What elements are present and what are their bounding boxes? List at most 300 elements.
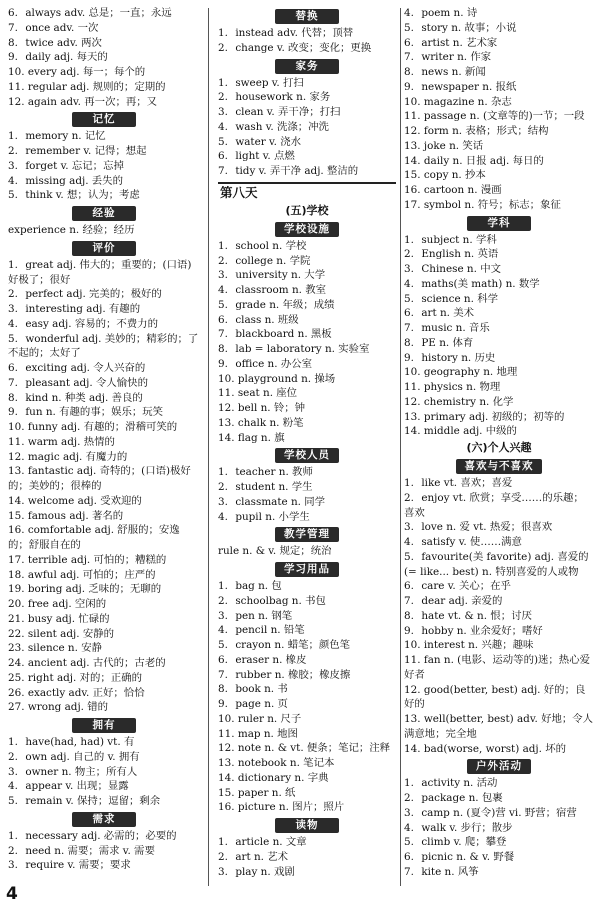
entry-number: 2.	[8, 145, 18, 157]
vocab-entry	[218, 401, 396, 416]
entry-number: 4.	[8, 780, 18, 793]
entry-text: maths(美 math) n. 数学	[421, 277, 540, 290]
vocab-entry	[404, 124, 594, 139]
vocab-entry	[404, 292, 594, 307]
section-header: 家务	[275, 59, 339, 74]
entry-number: 3.	[218, 269, 228, 282]
entry-text: once adv. 一次	[25, 21, 99, 34]
entry-number: 9.	[8, 406, 18, 419]
entry-number: 13.	[404, 139, 421, 152]
entry-number: 1.	[8, 829, 18, 842]
entry-text: terrible adj. 可怕的；糟糕的	[27, 553, 167, 566]
vocab-entry	[218, 579, 396, 594]
vocab-entry	[218, 495, 396, 510]
vocab-entry	[218, 623, 396, 638]
entry-number: 3.	[404, 521, 414, 534]
entry-text: rule n. & v. 规定；统治	[218, 545, 332, 558]
entry-number: 2.	[218, 41, 228, 54]
vocab-entry	[404, 806, 594, 821]
entry-number: 15.	[8, 509, 25, 522]
entry-text: English n. 英语	[421, 248, 499, 261]
vocab-entry	[218, 786, 396, 801]
vocab-entry	[8, 464, 200, 494]
entry-text: passage n. (文章等的)一节；一段	[423, 110, 585, 123]
entry-text: interesting adj. 有趣的	[25, 303, 141, 315]
vocab-entry	[8, 858, 200, 873]
entry-text: bag n. 包	[235, 580, 282, 592]
entry-number: 7.	[404, 322, 414, 334]
entry-text: climb v. 爬；攀登	[421, 836, 507, 849]
vocab-entry	[8, 144, 200, 159]
entry-number: 9.	[404, 624, 414, 637]
entry-number: 8.	[404, 609, 414, 622]
vocab-entry	[8, 129, 200, 144]
entry-number: 4.	[8, 317, 18, 330]
topic-heading: (六)个人兴趣	[466, 441, 532, 454]
entry-number: 7.	[218, 328, 228, 341]
entry-number: 13.	[218, 757, 235, 769]
entry-number: 3.	[218, 495, 228, 508]
entry-text: article n. 文章	[235, 836, 307, 848]
entry-number: 5.	[8, 189, 18, 202]
entry-number: 8.	[404, 66, 414, 78]
entry-text: cartoon n. 漫画	[423, 184, 502, 196]
entry-text: warm adj. 热情的	[27, 435, 115, 448]
section-header: 学校人员	[275, 448, 339, 463]
entry-text: regular adj. 规则的；定期的	[27, 80, 166, 93]
entry-text: news n. 新闻	[421, 66, 486, 78]
entry-text: science n. 科学	[421, 292, 498, 305]
vocab-entry	[8, 6, 200, 21]
entry-number: 10.	[218, 712, 235, 725]
section-header: 记忆	[72, 112, 136, 127]
vocab-entry	[404, 306, 594, 321]
entry-number: 21.	[8, 612, 25, 625]
section-header: 学科	[467, 216, 531, 231]
entry-number: 4.	[8, 174, 18, 187]
vocab-entry	[8, 612, 200, 627]
vocab-entry	[404, 277, 594, 292]
vocab-entry	[8, 779, 200, 794]
entry-text: package n. 包裹	[421, 792, 503, 804]
column-middle	[218, 6, 396, 879]
entry-number: 6.	[404, 307, 414, 320]
entry-text: student n. 学生	[235, 481, 313, 493]
entry-text: comfortable adj. 舒服的；安逸的；舒服自在的	[8, 524, 180, 551]
entry-number: 2.	[218, 91, 228, 104]
entry-number: 8.	[218, 343, 228, 355]
vocab-entry	[404, 351, 594, 366]
vocab-entry	[218, 865, 396, 880]
entry-text: great adj. 伟大的；重要的；(口语)好极了；很好	[8, 258, 192, 286]
entry-number: 4.	[218, 510, 228, 523]
entry-text: music n. 音乐	[421, 322, 490, 334]
vocab-entry	[8, 656, 200, 671]
entry-text: history n. 历史	[421, 351, 496, 364]
entry-text: kite n. 风筝	[421, 865, 479, 878]
entry-text: seat n. 座位	[237, 387, 298, 400]
entry-number: 7.	[218, 668, 228, 681]
entry-number: 2.	[8, 844, 18, 857]
entry-number: 9.	[404, 351, 414, 364]
vocab-entry	[8, 829, 200, 844]
vocab-entry	[8, 627, 200, 642]
entry-text: activity n. 活动	[421, 777, 498, 790]
entry-text: silent adj. 安静的	[27, 627, 114, 640]
entry-number: 5.	[404, 21, 414, 34]
entry-number: 13.	[404, 410, 421, 423]
entry-number: 6.	[218, 150, 228, 163]
vocab-entry	[404, 336, 594, 351]
section-header: 需求	[72, 812, 136, 827]
entry-number: 10.	[8, 66, 25, 78]
vocab-entry	[404, 321, 594, 336]
entry-number: 2.	[218, 850, 228, 863]
entry-text: require v. 需要；要求	[25, 859, 131, 872]
entry-text: care v. 关心；在乎	[421, 580, 511, 593]
entry-number: 12.	[8, 95, 25, 108]
entry-text: college n. 学院	[235, 254, 311, 267]
entry-text: pleasant adj. 令人愉快的	[25, 376, 148, 389]
vocab-entry	[8, 582, 200, 597]
entry-text: fan n. (电影、运动等的)迷；热心爱好者	[404, 654, 590, 681]
vocab-entry	[404, 638, 594, 653]
vocab-entry	[218, 800, 396, 815]
section-header: 学习用品	[275, 562, 339, 577]
entry-text: appear v. 出现；显露	[25, 780, 129, 793]
entry-number: 7.	[218, 165, 228, 177]
vocab-entry	[8, 65, 200, 80]
vocab-entry	[404, 168, 594, 183]
entry-number: 11.	[218, 387, 235, 400]
entry-text: geography n. 地理	[423, 366, 518, 379]
entry-text: remain v. 保持；逗留；剩余	[25, 795, 161, 807]
vocab-entry	[8, 568, 200, 583]
entry-number: 1.	[404, 477, 414, 489]
entry-text: ruler n. 尺子	[237, 712, 302, 725]
vocab-entry	[218, 239, 396, 254]
entry-number: 9.	[218, 698, 228, 710]
vocab-entry	[218, 682, 396, 697]
vocab-entry	[8, 50, 200, 65]
entry-number: 2.	[404, 248, 414, 261]
vocab-entry	[218, 135, 396, 150]
entry-text: copy n. 抄本	[423, 169, 486, 182]
entry-text: classmate n. 同学	[235, 495, 326, 508]
entry-number: 5.	[404, 292, 414, 305]
vocab-entry	[8, 159, 200, 174]
entry-number: 18.	[8, 568, 25, 581]
vocab-entry	[8, 844, 200, 859]
section-header: 拥有	[72, 718, 136, 733]
vocab-entry	[8, 391, 200, 406]
entry-text: daily n. 日报 adj. 每日的	[423, 154, 544, 167]
vocab-entry	[404, 65, 594, 80]
vocab-entry	[218, 120, 396, 135]
entry-number: 12.	[8, 450, 25, 463]
vocab-entry	[404, 535, 594, 550]
entry-text: sweep v. 打扫	[235, 76, 304, 89]
entry-number: 5.	[218, 135, 228, 148]
entry-number: 10.	[8, 421, 25, 433]
entry-number: 11.	[8, 435, 25, 448]
entry-number: 25.	[8, 671, 25, 684]
vocab-entry	[8, 21, 200, 36]
entry-number: 4.	[404, 821, 414, 834]
entry-text: twice adv. 两次	[25, 36, 102, 49]
vocab-entry	[218, 164, 396, 179]
entry-text: office n. 办公室	[235, 357, 313, 370]
vocab-entry	[218, 357, 396, 372]
vocab-entry	[8, 750, 200, 765]
entry-text: artist n. 艺术家	[421, 36, 498, 49]
vocab-entry	[8, 302, 200, 317]
entry-number: 12.	[404, 683, 421, 696]
section-header: 教学管理	[275, 527, 339, 542]
entry-number: 8.	[8, 36, 18, 49]
entry-text: eraser n. 橡皮	[235, 653, 307, 666]
entry-text: like vt. 喜欢；喜爱	[421, 477, 513, 489]
vocab-entry	[218, 638, 396, 653]
vocab-entry	[218, 727, 396, 742]
entry-text: newspaper n. 报纸	[421, 80, 517, 93]
vocab-entry	[8, 700, 200, 715]
vocab-entry	[404, 247, 594, 262]
entry-number: 14.	[218, 771, 235, 784]
vocab-entry	[218, 835, 396, 850]
vocab-entry	[404, 491, 594, 521]
entry-text: rubber n. 橡胶；橡皮擦	[235, 668, 351, 681]
entry-number: 1.	[404, 777, 414, 790]
column-divider	[400, 8, 401, 886]
entry-text: blackboard n. 黑板	[235, 328, 332, 341]
vocab-entry	[8, 435, 200, 450]
vocab-entry	[218, 544, 396, 559]
vocab-entry	[404, 683, 594, 713]
entry-text: need n. 需要；需求 v. 需要	[25, 844, 155, 857]
entry-text: chemistry n. 化学	[423, 395, 514, 408]
topic-heading: (五)学校	[285, 203, 329, 217]
entry-number: 27.	[8, 701, 25, 714]
section-header: 替换	[275, 9, 339, 24]
entry-number: 1.	[218, 76, 228, 89]
entry-text: dictionary n. 字典	[237, 771, 329, 784]
entry-text: remember v. 记得；想起	[25, 145, 147, 157]
entry-number: 9.	[218, 357, 228, 370]
entry-number: 13.	[218, 416, 235, 429]
entry-text: hate vt. & n. 恨；讨厌	[421, 609, 532, 622]
entry-number: 11.	[404, 654, 421, 666]
entry-text: page n. 页	[235, 698, 288, 710]
entry-text: writer n. 作家	[421, 51, 492, 64]
entry-text: chalk n. 粉笔	[237, 416, 304, 429]
vocab-entry	[404, 395, 594, 410]
entry-number: 2.	[218, 594, 228, 607]
page-number: 4	[6, 884, 18, 904]
vocab-entry	[404, 594, 594, 609]
entry-text: ancient adj. 古代的；古老的	[27, 657, 166, 669]
vocab-entry	[404, 410, 594, 425]
entry-text: awful adj. 可怕的；庄严的	[27, 568, 156, 581]
vocab-entry	[404, 21, 594, 36]
entry-number: 16.	[8, 524, 25, 537]
entry-text: think v. 想；认为；考虑	[25, 189, 140, 202]
entry-number: 10.	[404, 639, 421, 652]
entry-text: experience n. 经验；经历	[8, 224, 135, 236]
entry-text: boring adj. 乏味的；无聊的	[27, 583, 162, 596]
entry-number: 1.	[218, 466, 228, 479]
entry-number: 3.	[404, 263, 414, 275]
vocab-entry	[8, 420, 200, 435]
vocab-entry	[218, 105, 396, 120]
entry-text: poem n. 诗	[421, 7, 478, 19]
entry-number: 19.	[8, 583, 25, 596]
entry-text: exactly adv. 正好；恰恰	[27, 686, 145, 699]
entry-number: 16.	[218, 801, 235, 814]
entry-number: 2.	[404, 792, 414, 804]
entry-text: always adv. 总是；一直；永远	[25, 7, 172, 19]
entry-text: wash v. 洗涤；冲洗	[235, 120, 329, 133]
vocab-entry	[218, 480, 396, 495]
entry-number: 4.	[218, 624, 228, 637]
entry-number: 2.	[8, 288, 18, 301]
entry-text: instead adv. 代替；顶替	[235, 27, 354, 39]
vocab-entry	[404, 520, 594, 535]
entry-text: interest n. 兴趣；趣味	[423, 639, 534, 652]
section-header: 喜欢与不喜欢	[456, 459, 542, 474]
vocab-entry	[218, 712, 396, 727]
entry-number: 6.	[8, 7, 18, 19]
entry-text: pupil n. 小学生	[235, 510, 310, 523]
entry-number: 4.	[404, 7, 414, 19]
entry-number: 5.	[218, 298, 228, 311]
entry-number: 4.	[404, 277, 414, 290]
entry-text: lab = laboratory n. 实验室	[235, 343, 370, 355]
vocab-entry	[8, 553, 200, 568]
entry-number: 6.	[404, 851, 414, 863]
entry-number: 15.	[218, 786, 235, 799]
entry-number: 14.	[404, 742, 421, 755]
entry-number: 3.	[8, 159, 18, 172]
entry-number: 14.	[218, 431, 235, 444]
section-header: 户外活动	[467, 759, 531, 774]
vocab-entry	[218, 342, 396, 357]
entry-text: busy adj. 忙碌的	[27, 612, 110, 625]
entry-text: fantastic adj. 奇特的；(口语)极好的；美妙的；很棒的	[8, 465, 191, 492]
vocab-entry	[404, 154, 594, 169]
vocab-entry	[8, 332, 200, 362]
vocab-entry	[404, 776, 594, 791]
vocab-entry	[218, 372, 396, 387]
vocab-entry	[8, 258, 200, 288]
vocab-entry	[404, 850, 594, 865]
entry-text: bad(worse, worst) adj. 坏的	[423, 742, 567, 755]
vocab-entry	[218, 26, 396, 41]
entry-number: 20.	[8, 598, 25, 610]
entry-text: necessary adj. 必需的；必要的	[25, 829, 177, 842]
entry-text: flag n. 旗	[237, 431, 285, 444]
entry-text: favourite(美 favorite) adj. 喜爱的(= like... best) n. 特别喜爱的人或物	[404, 550, 589, 578]
entry-text: good(better, best) adj. 好的；良好的	[404, 683, 586, 711]
vocab-entry	[404, 476, 594, 491]
vocab-entry	[8, 735, 200, 750]
entry-number: 10.	[404, 95, 421, 108]
entry-text: own adj. 自己的 v. 拥有	[25, 750, 140, 763]
vocab-entry	[8, 794, 200, 809]
vocab-entry	[404, 579, 594, 594]
entry-text: easy adj. 容易的；不费力的	[25, 317, 158, 330]
entry-text: picnic n. & v. 野餐	[421, 851, 515, 863]
entry-text: joke n. 笑话	[423, 139, 484, 152]
entry-number: 7.	[404, 595, 414, 607]
entry-text: tidy v. 弄干净 adj. 整洁的	[235, 165, 359, 177]
entry-number: 3.	[8, 303, 18, 315]
entry-number: 9.	[404, 80, 414, 93]
entry-text: classroom n. 教室	[235, 284, 327, 296]
entry-number: 7.	[404, 51, 414, 64]
vocab-entry	[218, 431, 396, 446]
entry-text: light v. 点燃	[235, 150, 295, 163]
vocab-entry	[218, 594, 396, 609]
entry-text: symbol n. 符号；标志；象征	[423, 198, 561, 211]
entry-number: 9.	[8, 51, 18, 64]
vocab-entry	[218, 386, 396, 401]
entry-text: magic adj. 有魔力的	[27, 450, 128, 463]
entry-text: every adj. 每一；每个的	[27, 66, 146, 78]
entry-number: 7.	[8, 376, 18, 389]
entry-text: silence n. 安静	[27, 642, 103, 655]
entry-number: 2.	[404, 491, 414, 504]
entry-text: pencil n. 铅笔	[235, 624, 305, 637]
entry-number: 4.	[218, 120, 228, 133]
vocab-entry	[404, 50, 594, 65]
entry-text: free adj. 空闲的	[27, 598, 107, 610]
vocab-entry	[8, 287, 200, 302]
vocab-entry	[8, 765, 200, 780]
section-header: 学校设施	[275, 222, 339, 237]
entry-text: funny adj. 有趣的；滑稽可笑的	[27, 421, 178, 433]
entry-number: 15.	[404, 169, 421, 182]
vocab-entry	[8, 641, 200, 656]
entry-text: story n. 故事；小说	[421, 21, 517, 34]
entry-number: 11.	[404, 381, 421, 393]
entry-text: schoolbag n. 书包	[235, 594, 326, 607]
entry-text: grade n. 年级；成绩	[235, 298, 335, 311]
entry-text: PE n. 体育	[421, 336, 474, 349]
entry-text: change v. 改变；变化；更换	[235, 41, 372, 54]
entry-number: 8.	[404, 336, 414, 349]
entry-number: 16.	[404, 184, 421, 196]
entry-text: class n. 班级	[235, 313, 299, 326]
entry-text: fun n. 有趣的事；娱乐；玩笑	[25, 406, 164, 419]
vocab-entry	[8, 80, 200, 95]
entry-text: hobby n. 业余爱好；嗜好	[421, 624, 543, 637]
entry-text: Chinese n. 中文	[421, 263, 501, 275]
vocab-entry	[218, 756, 396, 771]
entry-text: right adj. 对的；正确的	[27, 671, 142, 684]
entry-number: 3.	[218, 865, 228, 878]
vocab-entry	[8, 36, 200, 51]
vocab-entry	[404, 198, 594, 213]
entry-number: 1.	[8, 736, 18, 748]
entry-number: 1.	[218, 836, 228, 848]
section-header: 经验	[72, 206, 136, 221]
entry-number: 26.	[8, 686, 25, 699]
entry-text: walk v. 步行；散步	[421, 821, 513, 834]
entry-text: dear adj. 亲爱的	[421, 595, 503, 607]
entry-number: 2.	[8, 750, 18, 763]
column-left	[8, 6, 200, 873]
